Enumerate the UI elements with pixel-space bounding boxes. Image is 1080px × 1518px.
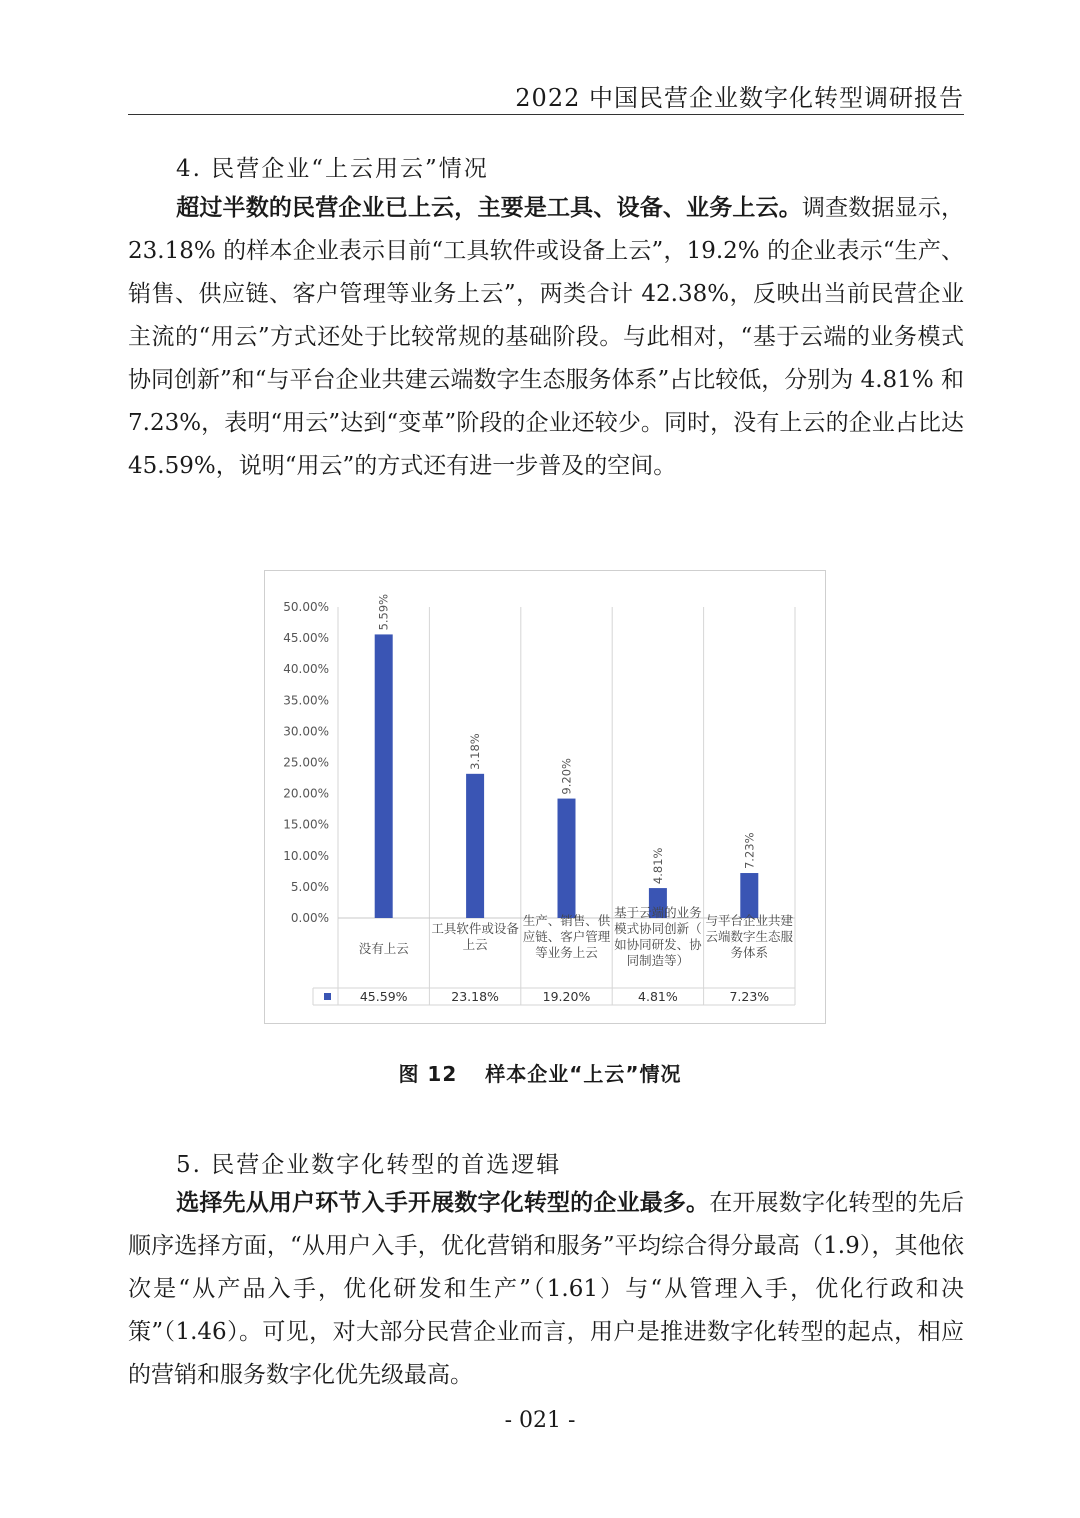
section-4-paragraph (128, 186, 964, 488)
bar-data-label: 5.59% (376, 593, 391, 631)
section-5-body: 在开展数字化转型的先后顺序选择方面，“从用户入手，优化营销和服务”平均综合得分最高（1.9），其他依次是“从产品入手，优化研发和生产”（1.61）与“从管理入手，优化行政和决策”（1.46）。可见，对大部分民营企业而言，用户是推进数字化转型的起点，相应的营销和服务数字化优先级最高。 (128, 1190, 965, 1388)
y-tick-label: 5.00% (290, 879, 329, 894)
y-tick-label: 25.00% (283, 755, 329, 770)
bar (466, 774, 484, 918)
bar (740, 873, 758, 918)
section-4-lead: 超过半数的民营企业已上云，主要是工具、设备、业务上云。 (176, 194, 802, 221)
category-label: 如协同研发、协 (614, 937, 702, 952)
section-5-heading: 5. 民营企业数字化转型的首选逻辑 (176, 1152, 562, 1178)
figure-number: 图 12 (398, 1062, 458, 1086)
header-rule (128, 114, 964, 115)
figure-title: 样本企业“上云”情况 (485, 1062, 682, 1086)
category-label: 云端数字生态服 (705, 929, 794, 944)
category-label: 没有上云 (358, 941, 409, 956)
section-4-heading: 4. 民营企业“上云用云”情况 (176, 156, 489, 182)
bar (375, 634, 393, 918)
data-table-value: 7.23% (729, 989, 770, 1004)
legend-swatch (324, 993, 331, 1000)
section-5-paragraph (128, 1181, 964, 1397)
category-label: 与平台企业共建 (705, 913, 794, 928)
y-tick-label: 0.00% (290, 911, 329, 925)
figure-caption (0, 1058, 1080, 1087)
data-table-value: 23.18% (451, 989, 499, 1004)
y-tick-label: 50.00% (283, 600, 329, 614)
bar-data-label: 9.20% (559, 758, 574, 795)
category-label: 应链、客户管理 (522, 929, 611, 944)
section-5-lead: 选择先从用户环节入手开展数字化转型的企业最多。 (176, 1189, 710, 1216)
category-label: 等业务上云 (535, 945, 598, 960)
report-running-header: 2022 中国民营企业数字化转型调研报告 (515, 84, 964, 112)
data-table-value: 19.20% (542, 989, 591, 1004)
category-label: 务体系 (730, 945, 769, 960)
category-label: 生产、销售、供 (522, 913, 611, 928)
bar (558, 799, 576, 918)
y-tick-label: 10.00% (283, 848, 329, 863)
category-label: 上云 (462, 937, 488, 952)
bar-data-label: 4.81% (650, 847, 665, 885)
bar-data-label: 7.23% (742, 832, 757, 870)
data-table-value: 4.81% (638, 989, 678, 1004)
category-label: 基于云端的业务 (614, 905, 702, 920)
y-tick-label: 45.00% (283, 631, 329, 646)
y-tick-label: 40.00% (283, 662, 329, 677)
category-label: 工具软件或设备 (431, 921, 519, 936)
section-4-body: 调查数据显示，23.18% 的样本企业表示目前“工具软件或设备上云”，19.2% 的企业表示“生产、销售、供应链、客户管理等业务上云”，两类合计 42.38%，反映出当前民营企业主流的“用云”方式还处于比较常规的基础阶段。与此相对，“基于云端的业务模式协同创新”和“与平台企业共建云端数字生态服务体系”占比较低，分别为 4.81% 和 7.23%，表明“用云”达到“变革”阶段的企业还较少。同时，没有上云的企业占比达 45.59%，说明“用云”的方式还有进一步普及的空间。 (128, 195, 965, 479)
page-number: - 021 - (504, 1408, 576, 1433)
category-label: 模式协同创新（ (614, 921, 702, 936)
category-label: 同制造等） (626, 953, 690, 968)
chart-frame (264, 570, 826, 1024)
y-tick-label: 20.00% (283, 786, 329, 801)
cloud-usage-bar-chart (265, 571, 825, 1023)
bar-data-label: 3.18% (468, 733, 483, 770)
y-tick-label: 35.00% (283, 693, 329, 708)
y-tick-label: 15.00% (283, 817, 329, 832)
y-tick-label: 30.00% (283, 724, 329, 739)
data-table-value: 45.59% (359, 989, 408, 1004)
